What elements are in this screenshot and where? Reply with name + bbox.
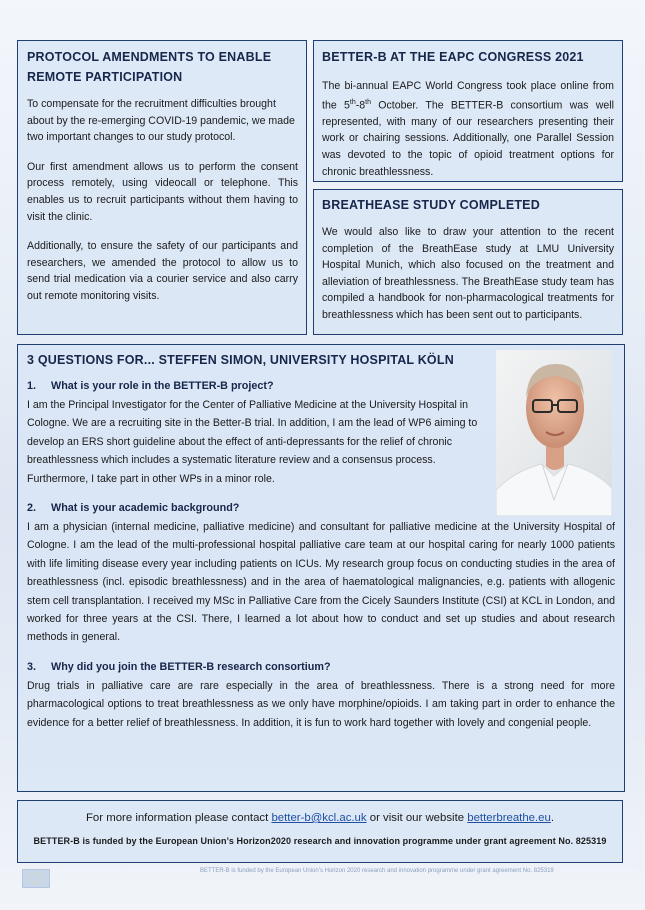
breathease-panel (313, 189, 623, 335)
funding-statement: BETTER-B is funded by the European Union’s Horizon2020 research and innovation programme under grant agreement No. 825319 (33, 836, 607, 846)
protocol-amendments-title: PROTOCOL AMENDMENTS TO ENABLE REMOTE PARTICIPATION (27, 50, 272, 84)
interview-title: 3 QUESTIONS FOR... STEFFEN SIMON, UNIVERSITY HOSPITAL KÖLN (27, 353, 454, 367)
answer-1: I am the Principal Investigator for the Center of Palliative Medicine at the University Hospital in Cologne. We are a recruiting site in the Better-B trial. In addition, I am the lead of WP6 aiming to develop an ERS short guideline about the effect of anti-depressants for the relief of chronic breathlessness which includes a systematic literature review and a consensus process. Furthermore, I take part in other WPs in a minor role. (27, 399, 478, 485)
protocol-paragraph-2: Our first amendment allows us to perform the consent process remotely, using videocall or telephone. This enables us to recruit participants without them having to visit the clinic. (27, 160, 298, 223)
protocol-amendments-panel (17, 40, 307, 335)
email-link[interactable]: better-b@kcl.ac.uk (271, 812, 367, 824)
interview-panel (17, 344, 625, 792)
footer-fineprint: BETTER-B is funded by the European Union’s Horizon 2020 research and innovation programme under grant agreement No. 825319 (200, 868, 554, 874)
website-link[interactable]: betterbreathe.eu (467, 812, 551, 824)
eapc-congress-text: The bi-annual EAPC World Congress took place online from the 5th-8th October. The BETTER-B consortium was well represented, with many of our researchers presenting their work or chairing sessions. Additionally, one Parallel Session was devoted to the topic of opioid treatment options for chronic breathlessness. (322, 80, 614, 178)
answer-3: Drug trials in palliative care are rare especially in the area of breathlessness. There is a strong need for more pharmacological options to treat breathlessness as we only have morphine/opioids. I am taking part in order to enhance the evidence for a better relief of breathlessness. In addition, it is fun to work hard together with lovely and congenial people. (27, 679, 615, 729)
question-1: 1. What is your role in the BETTER-B project? (27, 380, 274, 392)
eu-flag-icon (22, 869, 50, 888)
protocol-paragraph-1: To compensate for the recruitment difficulties brought about by the re-emerging COVID-19 pandemic, we made two important changes to our study protocol. (27, 98, 295, 144)
contact-panel (17, 800, 623, 863)
question-2: 2. What is your academic background? (27, 502, 240, 515)
contact-line: For more information please contact better-b@kcl.ac.uk or visit our website betterbreathe.eu. (85, 812, 555, 824)
breathease-text: We would also like to draw your attention to the recent completion of the BreathEase study at LMU University Hospital Munich, which also focused on the treatment and alleviation of breathlessness. The BreathEase study team has compiled a handbook for non-pharmacological treatments for breathlessness which has been sent out to participants. (322, 226, 614, 321)
breathease-title: BREATHEASE STUDY COMPLETED (322, 198, 540, 212)
protocol-paragraph-3: Additionally, to ensure the safety of our participants and researchers, we amended the protocol to allow us to send trial medication via a courier service and also carry out remote monitoring visits. (27, 240, 298, 302)
portrait-photo (496, 350, 612, 516)
answer-2: I am a physician (internal medicine, palliative medicine) and consultant for palliative medicine at the University Hospital of Cologne. I am the lead of the multi-professional hospital palliative care team at our hospital caring for nearly 1000 patients with life limiting disease every year including patients on ICUs. My research group focus on conducting studies in the area of breathlessness (incl. episodic breathlessness) and in the area of haematological malignancies, e.g. patients with allogenic stem cell transplantation. I received my MSc in Palliative Care from the Cicely Saunders Institute (CSI) at KCL in London, and worked for three years at the CSI. There, I learned a lot about how to conduct and set up studies and about research methods in general. (27, 521, 615, 644)
eapc-congress-title: BETTER-B AT THE EAPC CONGRESS 2021 (322, 50, 584, 64)
question-3: 3. Why did you join the BETTER-B research consortium? (27, 660, 331, 673)
eapc-congress-panel (313, 40, 623, 182)
